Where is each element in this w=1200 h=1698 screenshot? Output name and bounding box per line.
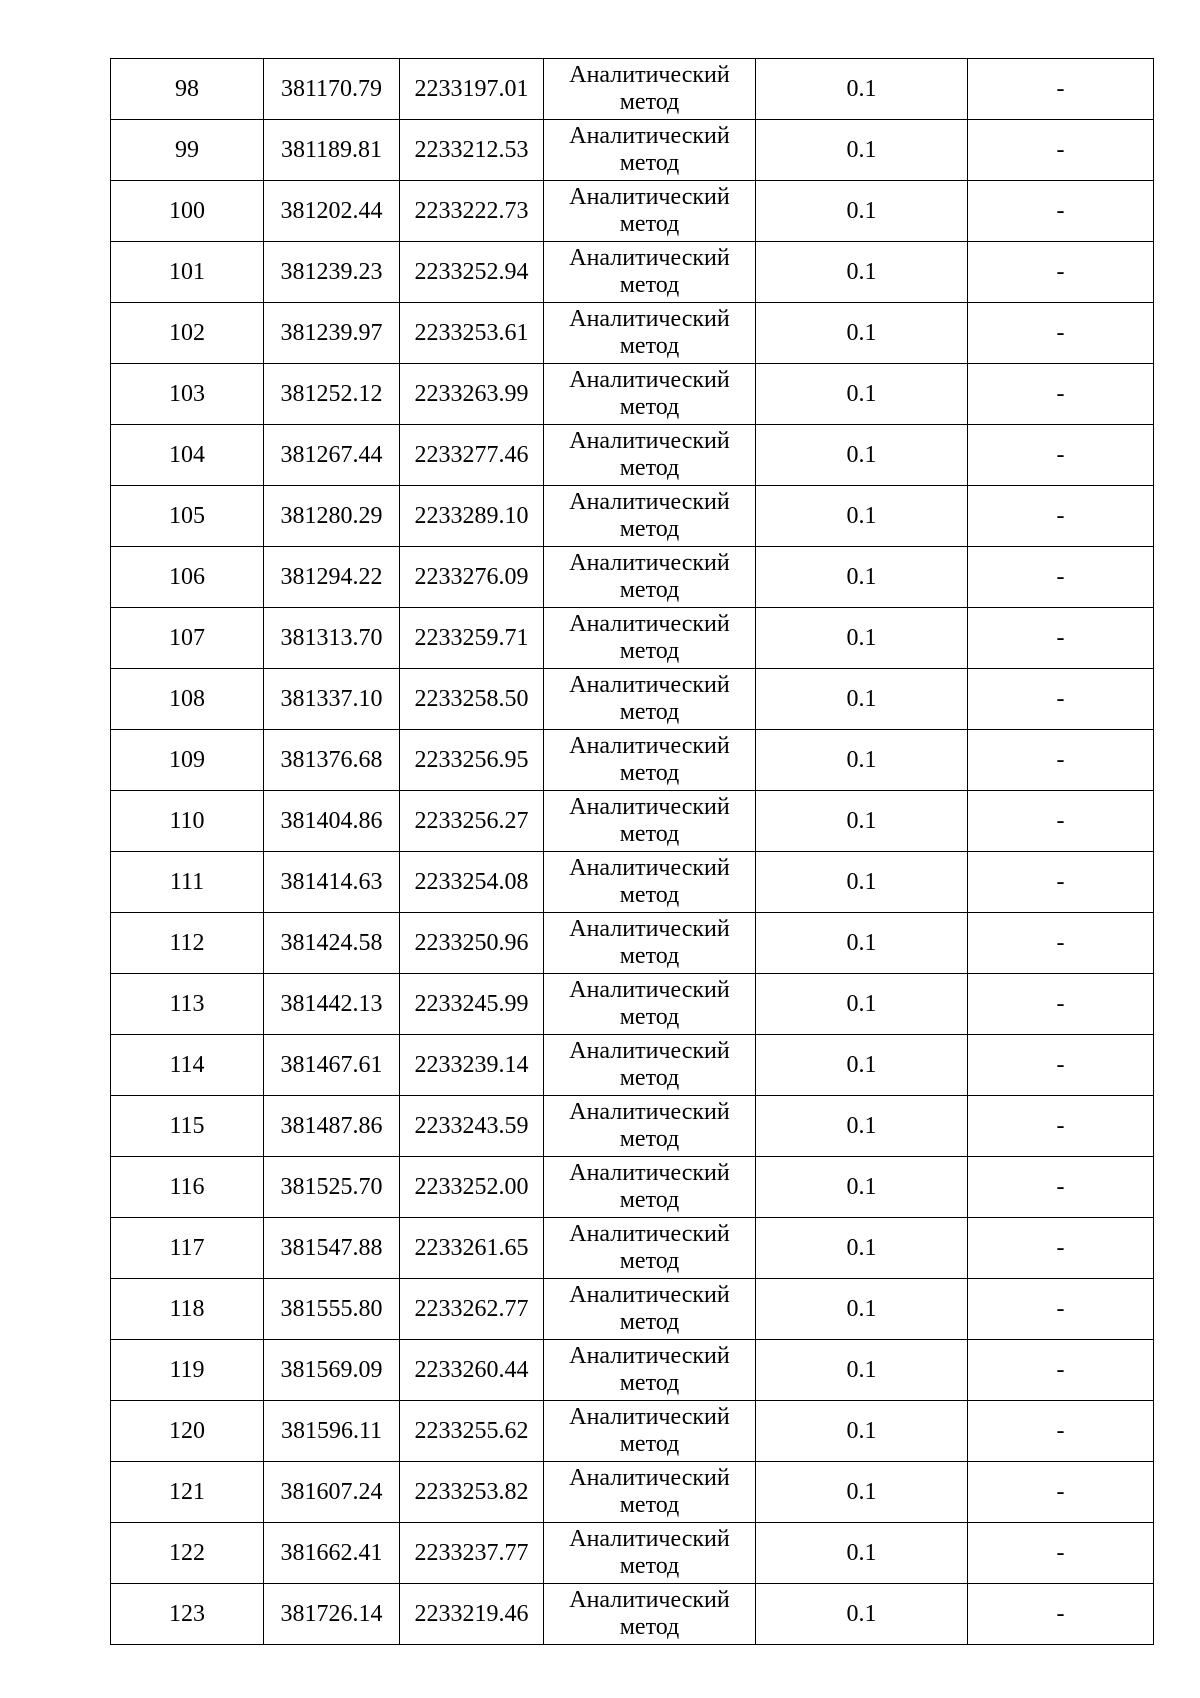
x-coordinate-cell: 381569.09 (264, 1340, 400, 1401)
precision-cell: 0.1 (756, 730, 968, 791)
table-row (111, 364, 1154, 425)
y-coordinate-cell: 2233253.82 (400, 1462, 544, 1523)
point-number-cell: 107 (111, 608, 264, 669)
y-coordinate-cell: 2233256.95 (400, 730, 544, 791)
x-coordinate-cell: 381487.86 (264, 1096, 400, 1157)
note-cell: - (968, 1096, 1154, 1157)
table-row (111, 1340, 1154, 1401)
point-number-cell: 122 (111, 1523, 264, 1584)
note-cell: - (968, 1462, 1154, 1523)
point-number-cell: 119 (111, 1340, 264, 1401)
precision-cell: 0.1 (756, 547, 968, 608)
table-row (111, 1218, 1154, 1279)
precision-cell: 0.1 (756, 364, 968, 425)
y-coordinate-cell: 2233239.14 (400, 1035, 544, 1096)
x-coordinate-cell: 381555.80 (264, 1279, 400, 1340)
precision-cell: 0.1 (756, 1096, 968, 1157)
note-cell: - (968, 486, 1154, 547)
note-cell: - (968, 59, 1154, 120)
note-cell: - (968, 1157, 1154, 1218)
x-coordinate-cell: 381596.11 (264, 1401, 400, 1462)
method-cell: Аналитический метод (544, 1462, 756, 1523)
x-coordinate-cell: 381267.44 (264, 425, 400, 486)
note-cell: - (968, 1523, 1154, 1584)
note-cell: - (968, 425, 1154, 486)
method-cell: Аналитический метод (544, 242, 756, 303)
coordinates-table (110, 58, 1154, 1645)
precision-cell: 0.1 (756, 1157, 968, 1218)
point-number-cell: 112 (111, 913, 264, 974)
point-number-cell: 102 (111, 303, 264, 364)
y-coordinate-cell: 2233252.94 (400, 242, 544, 303)
point-number-cell: 106 (111, 547, 264, 608)
method-cell: Аналитический метод (544, 120, 756, 181)
x-coordinate-cell: 381239.97 (264, 303, 400, 364)
method-cell: Аналитический метод (544, 425, 756, 486)
point-number-cell: 117 (111, 1218, 264, 1279)
note-cell: - (968, 1035, 1154, 1096)
method-cell: Аналитический метод (544, 1157, 756, 1218)
x-coordinate-cell: 381170.79 (264, 59, 400, 120)
note-cell: - (968, 1401, 1154, 1462)
note-cell: - (968, 791, 1154, 852)
method-cell: Аналитический метод (544, 364, 756, 425)
note-cell: - (968, 852, 1154, 913)
point-number-cell: 99 (111, 120, 264, 181)
table-row (111, 1401, 1154, 1462)
x-coordinate-cell: 381467.61 (264, 1035, 400, 1096)
note-cell: - (968, 730, 1154, 791)
table-row (111, 1462, 1154, 1523)
x-coordinate-cell: 381424.58 (264, 913, 400, 974)
y-coordinate-cell: 2233245.99 (400, 974, 544, 1035)
y-coordinate-cell: 2233258.50 (400, 669, 544, 730)
point-number-cell: 114 (111, 1035, 264, 1096)
x-coordinate-cell: 381607.24 (264, 1462, 400, 1523)
y-coordinate-cell: 2233261.65 (400, 1218, 544, 1279)
table-row (111, 1035, 1154, 1096)
method-cell: Аналитический метод (544, 59, 756, 120)
point-number-cell: 105 (111, 486, 264, 547)
method-cell: Аналитический метод (544, 974, 756, 1035)
point-number-cell: 98 (111, 59, 264, 120)
point-number-cell: 118 (111, 1279, 264, 1340)
method-cell: Аналитический метод (544, 1096, 756, 1157)
y-coordinate-cell: 2233243.59 (400, 1096, 544, 1157)
note-cell: - (968, 1279, 1154, 1340)
note-cell: - (968, 547, 1154, 608)
precision-cell: 0.1 (756, 242, 968, 303)
point-number-cell: 103 (111, 364, 264, 425)
table-row (111, 1157, 1154, 1218)
precision-cell: 0.1 (756, 1401, 968, 1462)
precision-cell: 0.1 (756, 852, 968, 913)
precision-cell: 0.1 (756, 425, 968, 486)
note-cell: - (968, 364, 1154, 425)
precision-cell: 0.1 (756, 1035, 968, 1096)
table-row (111, 669, 1154, 730)
coordinates-table-body (111, 59, 1154, 1645)
method-cell: Аналитический метод (544, 730, 756, 791)
method-cell: Аналитический метод (544, 1340, 756, 1401)
note-cell: - (968, 120, 1154, 181)
x-coordinate-cell: 381294.22 (264, 547, 400, 608)
x-coordinate-cell: 381189.81 (264, 120, 400, 181)
point-number-cell: 109 (111, 730, 264, 791)
precision-cell: 0.1 (756, 913, 968, 974)
table-row (111, 59, 1154, 120)
method-cell: Аналитический метод (544, 547, 756, 608)
x-coordinate-cell: 381414.63 (264, 852, 400, 913)
method-cell: Аналитический метод (544, 669, 756, 730)
method-cell: Аналитический метод (544, 913, 756, 974)
note-cell: - (968, 181, 1154, 242)
y-coordinate-cell: 2233250.96 (400, 913, 544, 974)
precision-cell: 0.1 (756, 1218, 968, 1279)
method-cell: Аналитический метод (544, 1401, 756, 1462)
x-coordinate-cell: 381313.70 (264, 608, 400, 669)
method-cell: Аналитический метод (544, 181, 756, 242)
x-coordinate-cell: 381202.44 (264, 181, 400, 242)
point-number-cell: 116 (111, 1157, 264, 1218)
y-coordinate-cell: 2233212.53 (400, 120, 544, 181)
table-row (111, 852, 1154, 913)
precision-cell: 0.1 (756, 974, 968, 1035)
precision-cell: 0.1 (756, 181, 968, 242)
point-number-cell: 115 (111, 1096, 264, 1157)
point-number-cell: 123 (111, 1584, 264, 1645)
precision-cell: 0.1 (756, 791, 968, 852)
x-coordinate-cell: 381337.10 (264, 669, 400, 730)
method-cell: Аналитический метод (544, 1584, 756, 1645)
table-row (111, 730, 1154, 791)
point-number-cell: 104 (111, 425, 264, 486)
precision-cell: 0.1 (756, 1523, 968, 1584)
x-coordinate-cell: 381726.14 (264, 1584, 400, 1645)
method-cell: Аналитический метод (544, 1218, 756, 1279)
y-coordinate-cell: 2233237.77 (400, 1523, 544, 1584)
table-row (111, 791, 1154, 852)
y-coordinate-cell: 2233197.01 (400, 59, 544, 120)
precision-cell: 0.1 (756, 120, 968, 181)
y-coordinate-cell: 2233219.46 (400, 1584, 544, 1645)
method-cell: Аналитический метод (544, 1035, 756, 1096)
precision-cell: 0.1 (756, 1584, 968, 1645)
point-number-cell: 101 (111, 242, 264, 303)
y-coordinate-cell: 2233222.73 (400, 181, 544, 242)
point-number-cell: 110 (111, 791, 264, 852)
x-coordinate-cell: 381404.86 (264, 791, 400, 852)
note-cell: - (968, 669, 1154, 730)
method-cell: Аналитический метод (544, 486, 756, 547)
note-cell: - (968, 1584, 1154, 1645)
y-coordinate-cell: 2233277.46 (400, 425, 544, 486)
x-coordinate-cell: 381547.88 (264, 1218, 400, 1279)
y-coordinate-cell: 2233260.44 (400, 1340, 544, 1401)
method-cell: Аналитический метод (544, 791, 756, 852)
table-row (111, 425, 1154, 486)
note-cell: - (968, 1218, 1154, 1279)
note-cell: - (968, 303, 1154, 364)
point-number-cell: 113 (111, 974, 264, 1035)
point-number-cell: 121 (111, 1462, 264, 1523)
x-coordinate-cell: 381442.13 (264, 974, 400, 1035)
y-coordinate-cell: 2233256.27 (400, 791, 544, 852)
method-cell: Аналитический метод (544, 303, 756, 364)
point-number-cell: 111 (111, 852, 264, 913)
table-row (111, 913, 1154, 974)
precision-cell: 0.1 (756, 1279, 968, 1340)
point-number-cell: 100 (111, 181, 264, 242)
table-row (111, 608, 1154, 669)
precision-cell: 0.1 (756, 669, 968, 730)
table-row (111, 303, 1154, 364)
table-row (111, 1523, 1154, 1584)
x-coordinate-cell: 381662.41 (264, 1523, 400, 1584)
note-cell: - (968, 242, 1154, 303)
table-row (111, 974, 1154, 1035)
y-coordinate-cell: 2233254.08 (400, 852, 544, 913)
precision-cell: 0.1 (756, 1340, 968, 1401)
table-row (111, 1096, 1154, 1157)
y-coordinate-cell: 2233289.10 (400, 486, 544, 547)
table-row (111, 1279, 1154, 1340)
method-cell: Аналитический метод (544, 1279, 756, 1340)
precision-cell: 0.1 (756, 1462, 968, 1523)
point-number-cell: 120 (111, 1401, 264, 1462)
x-coordinate-cell: 381525.70 (264, 1157, 400, 1218)
y-coordinate-cell: 2233253.61 (400, 303, 544, 364)
table-row (111, 547, 1154, 608)
x-coordinate-cell: 381252.12 (264, 364, 400, 425)
note-cell: - (968, 913, 1154, 974)
x-coordinate-cell: 381376.68 (264, 730, 400, 791)
table-row (111, 1584, 1154, 1645)
precision-cell: 0.1 (756, 59, 968, 120)
y-coordinate-cell: 2233276.09 (400, 547, 544, 608)
method-cell: Аналитический метод (544, 608, 756, 669)
precision-cell: 0.1 (756, 608, 968, 669)
table-row (111, 181, 1154, 242)
table-row (111, 120, 1154, 181)
precision-cell: 0.1 (756, 303, 968, 364)
x-coordinate-cell: 381280.29 (264, 486, 400, 547)
y-coordinate-cell: 2233252.00 (400, 1157, 544, 1218)
table-row (111, 242, 1154, 303)
x-coordinate-cell: 381239.23 (264, 242, 400, 303)
y-coordinate-cell: 2233262.77 (400, 1279, 544, 1340)
y-coordinate-cell: 2233259.71 (400, 608, 544, 669)
method-cell: Аналитический метод (544, 1523, 756, 1584)
precision-cell: 0.1 (756, 486, 968, 547)
note-cell: - (968, 608, 1154, 669)
table-row (111, 486, 1154, 547)
y-coordinate-cell: 2233263.99 (400, 364, 544, 425)
method-cell: Аналитический метод (544, 852, 756, 913)
point-number-cell: 108 (111, 669, 264, 730)
note-cell: - (968, 1340, 1154, 1401)
note-cell: - (968, 974, 1154, 1035)
y-coordinate-cell: 2233255.62 (400, 1401, 544, 1462)
